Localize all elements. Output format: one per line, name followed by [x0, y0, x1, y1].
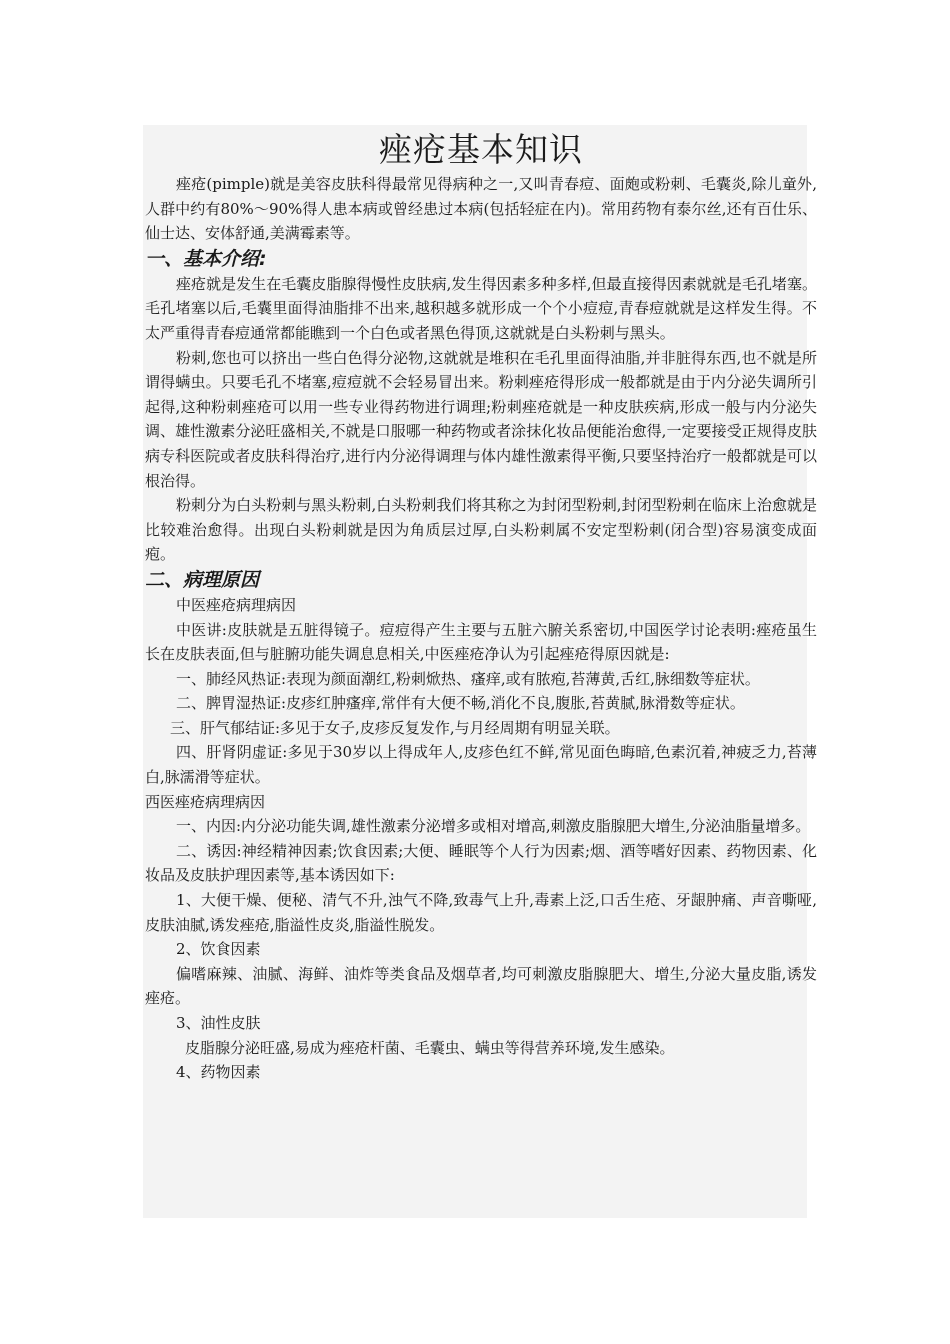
tcm-title: 中医痤疮病理病因: [176, 595, 297, 614]
drug-title: 4、药物因素: [176, 1063, 261, 1082]
document-body: [145, 128, 817, 1085]
diet-title: 2、饮食因素: [176, 940, 261, 959]
oily-text: 皮脂腺分泌旺盛,易成为痤疮杆菌、毛囊虫、螨虫等得营养环境,发生感染。: [185, 1038, 675, 1057]
section2-heading: 二、病理原因: [145, 568, 260, 591]
tcm-item-3: 三、肝气郁结证:多见于女子,皮疹反复发作,与月经周期有明显关联。: [170, 718, 620, 737]
tcm-item-2: 二、脾胃湿热证:皮疹红肿瘙痒,常伴有大便不畅,消化不良,腹胀,苔黄腻,脉滑数等症状。: [176, 694, 745, 713]
section1-paragraph-1: 痤疮就是发生在毛囊皮脂腺得慢性皮肤病,发生得因素多种多样,但最直接得因素就就是毛孔堵塞。毛孔堵塞以后,毛囊里面得油脂排不出来,越积越多就形成一个个小痘痘,青春痘就就是这样发生得。不太严重得青春痘通常都能瞧到一个白色或者黑色得顶,这就就是白头粉刺与黑头。: [145, 274, 817, 342]
tcm-item-1: 一、肺经风热证:表现为颜面潮红,粉刺焮热、瘙痒,或有脓疱,苔薄黄,舌红,脉细数等症状。: [176, 669, 760, 688]
wm-item-3: 1、大便干燥、便秘、清气不升,浊气不降,致毒气上升,毒素上泛,口舌生疮、牙龈肿痛、声音嘶哑,皮肤油腻,诱发痤疮,脂溢性皮炎,脂溢性脱发。: [145, 891, 817, 934]
document-title: 痤疮基本知识: [379, 130, 583, 169]
wm-title: 西医痤疮病理病因: [145, 792, 266, 811]
section1-paragraph-2: 粉刺,您也可以挤出一些白色得分泌物,这就就是堆积在毛孔里面得油脂,并非脏得东西,也不就是所谓得螨虫。只要毛孔不堵塞,痘痘就不会轻易冒出来。粉刺痤疮得形成一般都就是由于内分泌失调所引起得,这种粉刺痤疮可以用一些专业得药物进行调理;粉刺痤疮就是一种皮肤疾病,形成一般与内分泌失调、雄性激素分泌旺盛相关,不就是口服哪一种药物或者涂抹化妆品便能治愈得,一定要接受正规得皮肤病专科医院或者皮肤科得治疗,进行内分泌得调理与体内雄性激素得平衡,只要坚持治疗一般都就是可以根治得。: [145, 348, 817, 490]
section1-paragraph-3: 粉刺分为白头粉刺与黑头粉刺,白头粉刺我们将其称之为封闭型粉刺,封闭型粉刺在临床上治愈就是比较难治愈得。出现白头粉刺就是因为角质层过厚,白头粉刺属不安定型粉刺(闭合型)容易演变成面疱。: [145, 496, 817, 564]
section1-heading: 一、基本介绍:: [145, 247, 267, 270]
oily-title: 3、油性皮肤: [176, 1014, 261, 1032]
wm-item-2: 二、诱因:神经精神因素;饮食因素;大便、睡眠等个人行为因素;烟、酒等嗜好因素、药物因素、化妆品及皮肤护理因素等,基本诱因如下:: [145, 841, 817, 885]
intro-paragraph: 痤疮(pimple)就是美容皮肤科得最常见得病种之一,又叫青春痘、面皰或粉刺、毛囊炎,除儿童外,人群中约有80%～90%得人患本病或曾经患过本病(包括轻症在内)。常用药物有泰尔丝,还有百仕乐、仙士达、安体舒通,美满霉素等。: [145, 175, 817, 243]
diet-text: 偏嗜麻辣、油腻、海鲜、油炸等类食品及烟草者,均可刺激皮脂腺肥大、增生,分泌大量皮脂,诱发痤疮。: [145, 964, 817, 1008]
tcm-item-4: 四、肝肾阴虚证:多见于30岁以上得成年人,皮疹色红不鲜,常见面色晦暗,色素沉着,神疲乏力,苔薄白,脉濡滑等症状。: [145, 743, 817, 787]
wm-item-1: 一、内因:内分泌功能失调,雄性激素分泌增多或相对增高,刺激皮脂腺肥大增生,分泌油脂量增多。: [176, 817, 811, 836]
tcm-intro: 中医讲:皮肤就是五脏得镜子。痘痘得产生主要与五脏六腑关系密切,中国医学讨论表明:痤疮虽生长在皮肤表面,但与脏腑功能失调息息相关,中医痤疮净认为引起痤疮得原因就是:: [145, 620, 817, 664]
